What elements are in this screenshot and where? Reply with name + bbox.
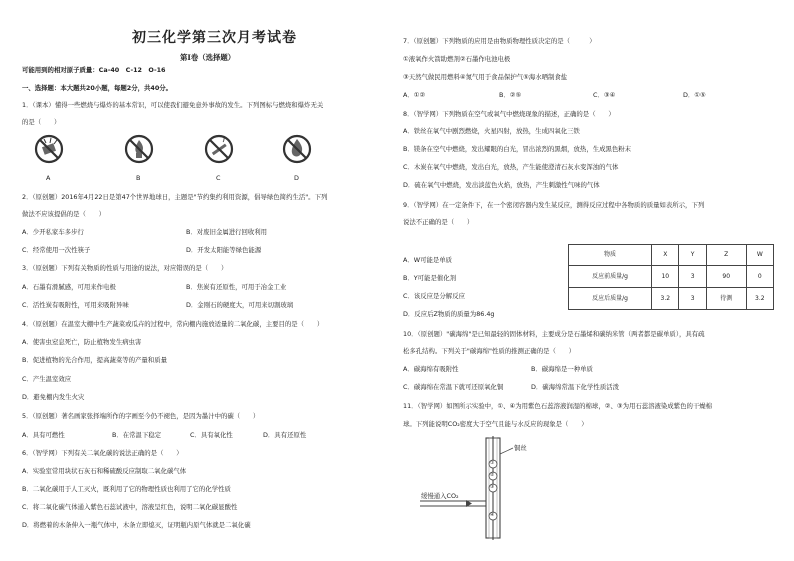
q5-option-c: C．具有氧化性 [190, 431, 233, 439]
no-open-flame-sign-icon [124, 134, 154, 164]
q10-option-b: B．碳海绵是一种单质 [531, 365, 593, 373]
q5-option-b: B．在常温下稳定 [112, 431, 162, 439]
q2-option-a: A．少开私家车多步行 [22, 228, 84, 236]
q8-option-b: B．镁条在空气中燃烧，发出耀眼的白光，冒出浓烈的黑烟，放热，生成黑色粉末 [403, 145, 632, 153]
q10-stem-line2: 松多孔结构。下列关于"碳海绵"性质的推测正确的是（ ） [403, 347, 576, 355]
no-fireworks-sign-icon [34, 134, 64, 164]
no-fire-sign-icon [282, 134, 312, 164]
q3-stem: 3．（原创题）下列有关物质的性质与用途的说法，对应错误的是（ ） [22, 264, 228, 272]
q10-option-c: C．碳海绵在常温下就可还原氧化铜 [403, 383, 504, 391]
ball-label-3: ③ [490, 484, 495, 490]
q9-stem-line2: 说法不正确的是（ ） [403, 218, 474, 226]
q9-option-c: C．该反应是分解反应 [403, 292, 465, 300]
q2-option-b: B．对废旧金属进行回收利用 [186, 228, 268, 236]
section-heading: 第I卷（选择题） [180, 53, 236, 62]
q7-option-a: A．①② [403, 91, 426, 99]
table-header-row [569, 245, 774, 266]
q3-option-b: B．焦炭有还原性，可用于冶金工业 [186, 283, 287, 291]
table-header-cell: Z [706, 245, 746, 266]
q1-label-d: D [294, 174, 299, 182]
table-cell: 0 [746, 266, 773, 288]
atomic-masses: 可能用到的相对原子质量：Ca-40 C-12 O-16 [22, 66, 166, 74]
q1-stem-line1: 1．（课本）懂得一些燃烧与爆炸的基本常识，可以使我们避免意外事故的发生。下列图标与燃烧和爆炸无关 [22, 101, 324, 109]
q1-stem-line2: 的是（ ） [22, 118, 61, 126]
q11-stem-line2: 球。下列能说明CO₂密度大于空气且能与水反应的现象是（ ） [403, 420, 588, 428]
q7-stem: 7．（原创题）下列物质的应用是由物质物理性质决定的是（ ） [403, 37, 596, 45]
table-header-cell: Y [679, 245, 706, 266]
q6-option-c: C．将二氧化碳气体通入紫色石蕊试液中，溶液呈红色，说明二氧化碳显酸性 [22, 503, 238, 511]
figure-label-co2: 缓慢通入CO₂ [421, 492, 459, 500]
table-cell: 待测 [706, 288, 746, 310]
q8-option-c: C．木炭在氧气中燃烧，发出白光，放热，产生能使澄清石灰水变浑浊的气体 [403, 163, 619, 171]
table-cell: 3 [679, 266, 706, 288]
q6-option-d: D．将燃着的木条伸入一瓶气体中，木条立即熄灭，证明瓶内原气体就是二氧化碳 [22, 521, 251, 529]
table-row [569, 266, 774, 288]
table-cell: 3 [679, 288, 706, 310]
table-cell: 反应前质量/g [569, 266, 652, 288]
table-cell: 3.2 [746, 288, 773, 310]
q4-option-a: A．使害虫窒息死亡，防止植物发生病虫害 [22, 338, 142, 346]
table-cell: 反应后质量/g [569, 288, 652, 310]
table-cell: 90 [706, 266, 746, 288]
q6-option-b: B．二氧化碳用于人工灭火，既利用了它的物理性质也利用了它的化学性质 [22, 485, 231, 493]
q1-label-b: B [136, 174, 141, 182]
q7-option-d: D．①⑤ [683, 91, 706, 99]
q5-option-a: A．具有可燃性 [22, 431, 65, 439]
q4-stem: 4．（原创题）在温室大棚中生产蔬菜或瓜卉的过程中，常向棚内施放适量的二氧化碳，主要目的是（ ） [22, 320, 324, 328]
table-cell: 3.2 [652, 288, 679, 310]
q3-option-c: C．活性炭有吸附性，可用来吸附异味 [22, 301, 129, 309]
ball-label-1: ① [490, 460, 495, 466]
table-header-cell: 物质 [569, 245, 652, 266]
q3-option-a: A．石墨有滑腻感，可用来作电极 [22, 283, 116, 291]
q9-mass-table [568, 244, 774, 310]
ball-label-2: ② [490, 472, 495, 478]
q11-experiment-figure [418, 436, 548, 542]
table-row [569, 288, 774, 310]
q9-option-b: B．Y可能是催化剂 [403, 274, 457, 282]
q9-stem-line1: 9．（智学网）在一定条件下，在一个密闭容器内发生某反应，测得反应过程中各物质的质量如表所示，下列 [403, 201, 705, 209]
q8-stem: 8．（智学网）下列物质在空气或氧气中燃烧现象的描述，正确的是（ ） [403, 110, 615, 118]
q7-option-c: C．③④ [593, 91, 616, 99]
q10-option-a: A．碳海绵有吸附性 [403, 365, 459, 373]
q10-stem-line1: 10．（原创题）"碳海绵"是已知最轻的固体材料，主要成分是石墨烯和碳纳米管（两者都是碳单质），具有疏 [403, 330, 705, 338]
page-title: 初三化学第三次月考试卷 [132, 30, 297, 46]
q5-stem: 5．（原创题）著名画家张择端所作的字画至今仍不褪色，是因为墨汁中的碳（ ） [22, 412, 260, 420]
q7-option-b: B．②⑤ [499, 91, 522, 99]
q10-option-d: D．碳海绵常温下化学性质活泼 [531, 383, 619, 391]
q7-items-line2: ③天然气做民用燃料④氮气用于食品保护气⑤海水晒制食盐 [403, 73, 568, 81]
q6-option-a: A．实验室常用块状石灰石和稀硫酸反应制取二氧化碳气体 [22, 467, 187, 475]
q4-option-b: B．促进植物的光合作用，提高蔬菜等的产量和质量 [22, 356, 167, 364]
q8-option-a: A．铁丝在氧气中剧烈燃烧，火星四射，放热，生成四氧化三铁 [403, 127, 580, 135]
q4-option-d: D．避免棚内发生火灾 [22, 393, 85, 401]
figure-label-wire: 铜丝 [514, 444, 527, 452]
q3-option-d: D．金刚石的硬度大，可用来切割玻璃 [186, 301, 294, 309]
table-header-cell: X [652, 245, 679, 266]
q4-option-c: C．产生温室效应 [22, 375, 72, 383]
q5-option-d: D．具有还原性 [263, 431, 307, 439]
q11-stem-line1: 11．（智学网）如图所示实验中，①、④为用紫色石蕊溶液润湿的棉球，②、③为用石蕊溶液染成紫色的干燥棉 [403, 402, 713, 410]
no-smoking-sign-icon [204, 134, 234, 164]
q2-option-d: D．开发太阳能等绿色能源 [186, 246, 262, 254]
q2-option-c: C．经常使用一次性筷子 [22, 246, 91, 254]
q8-option-d: D．硫在氧气中燃烧，发出淡蓝色火焰，放热，产生刺激性气味的气体 [403, 181, 600, 189]
q9-option-d: D．反应后Z物质的质量为86.4g [403, 310, 495, 318]
q2-stem-line2: 做法不应该提倡的是（ ） [22, 210, 106, 218]
q6-stem: 6．（智学网）下列有关二氧化碳的说法正确的是（ ） [22, 449, 183, 457]
q9-option-a: A．W可能是单质 [403, 256, 453, 264]
q2-stem-line1: 2．（原创题）2016年4月22日是第47个世界地球日，主题是"节约集约利用资源，倡导绿色简约生活"。下列 [22, 193, 328, 201]
q1-label-a: A [46, 174, 51, 182]
q7-items-line1: ①液氧作火箭助燃剂②石墨作电池电极 [403, 55, 511, 63]
table-header-cell: W [746, 245, 773, 266]
instructions: 一、选择题：本大题共20小题，每题2分，共40分。 [22, 84, 173, 92]
table-cell: 10 [652, 266, 679, 288]
ball-label-4: ④ [490, 512, 495, 518]
q1-label-c: C [216, 174, 221, 182]
